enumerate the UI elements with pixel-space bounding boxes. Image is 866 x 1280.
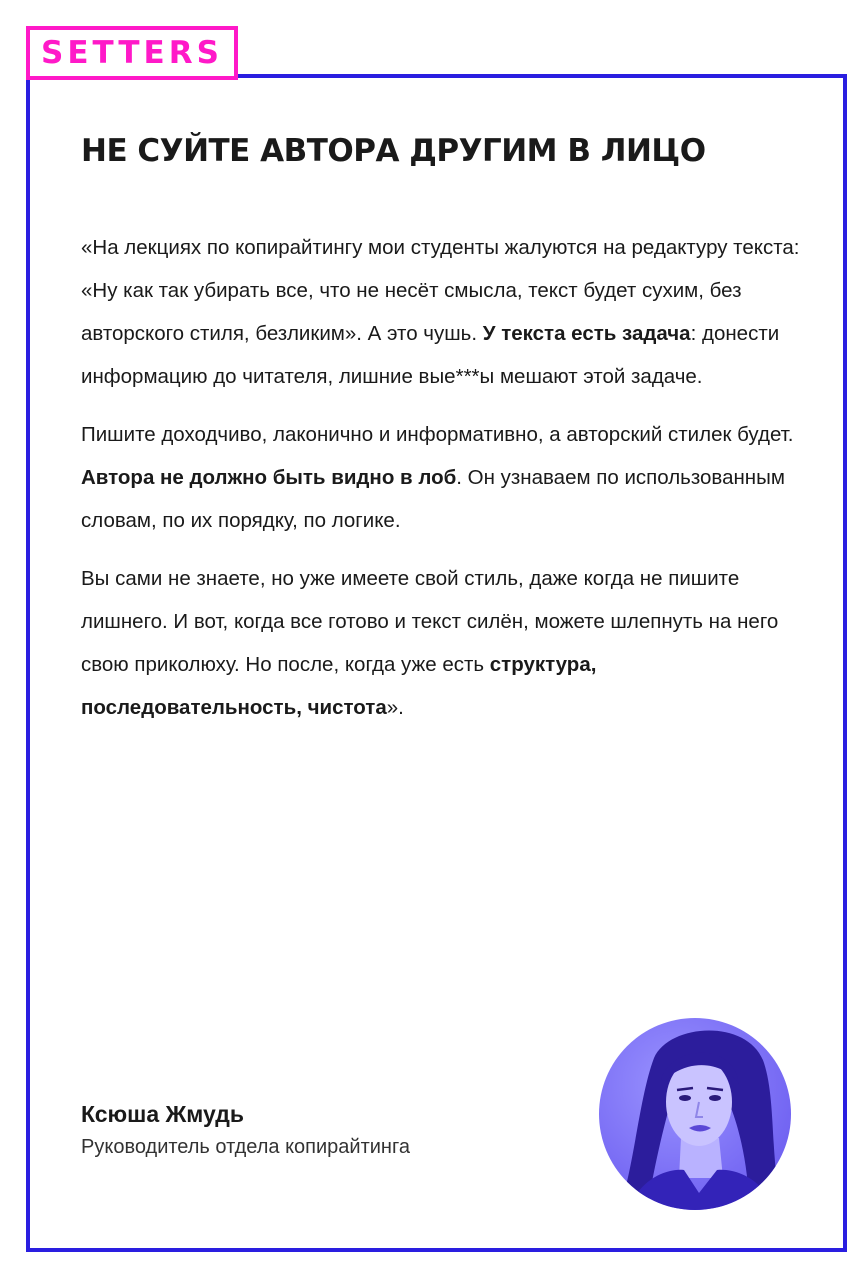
paragraph-text: : донести информацию до читателя, лишние вые***ы мешают этой задаче. <box>81 322 780 388</box>
logo-text: SETTERS <box>41 35 223 71</box>
emphasis-text: У текста есть задача <box>482 322 691 345</box>
paragraph-text: . Он узнаваем по использованным словам, по их порядку, по логике. <box>81 466 785 532</box>
setters-logo <box>26 26 238 80</box>
paragraph-text: Пишите доходчиво, лаконично и информативно, а авторский стилек будет. <box>81 423 794 446</box>
emphasis-text: структура, последовательность, чистота <box>81 653 597 719</box>
paragraph-text: «На лекциях по копирайтингу мои студенты жалуются на редактуру текста: «Ну как так убирать все, что не несёт смысла, текст будет сухим, без авторского стиля, безликим». А это чушь. <box>81 236 800 345</box>
author-avatar <box>599 1018 791 1210</box>
quote-paragraph-3 <box>81 557 811 729</box>
quote-paragraph-2 <box>81 413 811 542</box>
quote-paragraph-1 <box>81 226 811 398</box>
paragraph-text: ». <box>386 696 404 719</box>
emphasis-text: Автора не должно быть видно в лоб <box>81 466 457 489</box>
author-portrait-icon <box>599 1018 791 1210</box>
paragraph-text: Вы сами не знаете, но уже имеете свой стиль, даже когда не пишите лишнего. И вот, когда все готово и текст силён, можете шлепнуть на него свою приколюху. Но после, когда уже есть <box>81 567 779 676</box>
author-name: Ксюша Жмудь <box>81 1101 244 1127</box>
author-role: Руководитель отдела копирайтинга <box>81 1136 410 1158</box>
quote-title: НЕ СУЙТЕ АВТОРА ДРУГИМ В ЛИЦО <box>81 133 706 169</box>
quote-body <box>81 226 811 744</box>
